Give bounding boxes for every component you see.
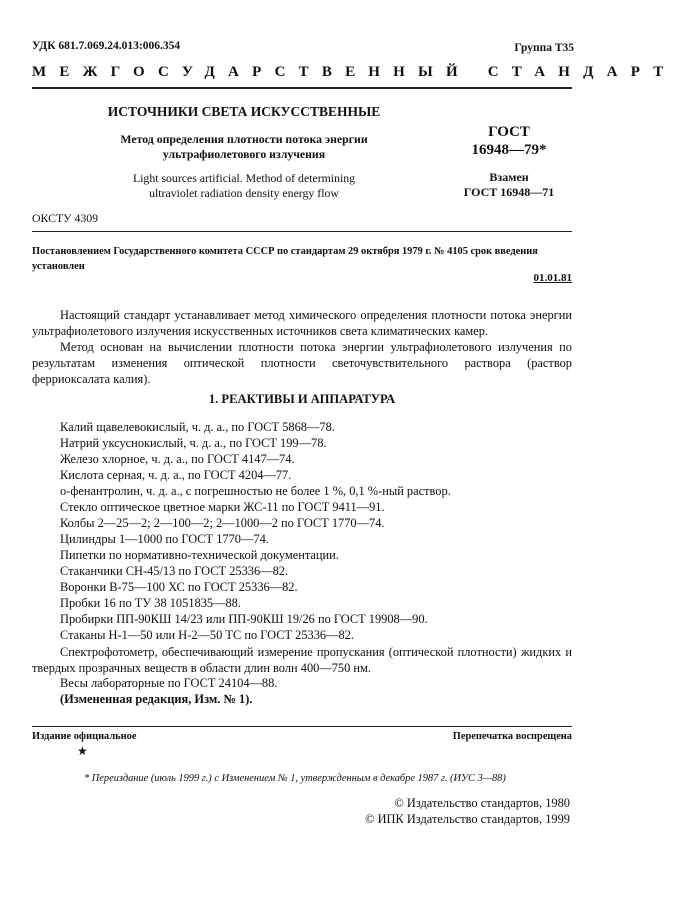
copyright-1999: © ИПК Издательство стандартов, 1999 <box>365 812 570 826</box>
list-item: Стаканчики СН-45/13 по ГОСТ 25336—82. <box>60 564 289 578</box>
scales-item: Весы лабораторные по ГОСТ 24104—88. <box>60 676 278 690</box>
list-item: о-фенантролин, ч. д. а., с погрешностью не более 1 %, 0,1 %-ный раствор. <box>60 484 451 498</box>
copyright-1980: © Издательство стандартов, 1980 <box>394 796 570 810</box>
list-item: Натрий уксуснокислый, ч. д. а., по ГОСТ 199—78. <box>60 436 327 450</box>
amendment-note: (Измененная редакция, Изм. № 1). <box>60 692 253 706</box>
decree-line-1: Постановлением Государственного комитета СССР по стандартам 29 октября 1979 г. № 4105 срок введения <box>32 246 538 257</box>
list-item: Пипетки по нормативно-технической документации. <box>60 548 339 562</box>
footer-rule <box>32 726 572 727</box>
list-item: Стаканы Н-1—50 или Н-2—50 ТС по ГОСТ 25336—82. <box>60 628 354 642</box>
gost-label: ГОСТ <box>488 124 530 140</box>
banner-rule <box>32 87 572 89</box>
gost-number: 16948—79* <box>471 142 547 158</box>
star-icon: ★ <box>77 744 88 758</box>
list-item: Цилиндры 1—1000 по ГОСТ 1770—74. <box>60 532 269 546</box>
okstu-rule <box>32 231 572 232</box>
list-item: Колбы 2—25—2; 2—100—2; 2—1000—2 по ГОСТ 1770—74. <box>60 516 385 530</box>
list-item: Калий щавелевокислый, ч. д. а., по ГОСТ 5868—78. <box>60 420 335 434</box>
english-title-line-2: ultraviolet radiation density energy flow <box>149 186 339 200</box>
list-item: Воронки В-75—100 ХС по ГОСТ 25336—82. <box>60 580 298 594</box>
intro-paragraph-2: Метод основан на вычислении плотности потока энергии ультрафиолетового излучения по результатам изменения оптической плотности светочувствительного раствора (раствор ферриоксалата калия). <box>32 340 572 386</box>
reissue-note: * Переиздание (июль 1999 г.) с Изменением № 1, утвержденным в декабре 1987 г. (ИУС 3—88) <box>84 773 506 784</box>
list-item: Кислота серная, ч. д. а., по ГОСТ 4204—77. <box>60 468 292 482</box>
english-title-line-1: Light sources artificial. Method of determining <box>132 171 356 185</box>
udk-code: УДК 681.7.069.24.013:006.354 <box>32 40 181 52</box>
list-item: Стекло оптическое цветное марки ЖС-11 по ГОСТ 9411—91. <box>60 500 385 514</box>
effective-date: 01.01.81 <box>533 272 572 284</box>
list-item: Железо хлорное, ч. д. а., по ГОСТ 4147—74. <box>60 452 295 466</box>
replace-label: Взамен <box>489 170 529 184</box>
section-heading: 1. РЕАКТИВЫ И АППАРАТУРА <box>208 392 396 406</box>
intro-paragraph-1: Настоящий стандарт устанавливает метод химического определения плотности потока энергии ультрафиолетового излучения искусственных источников света климатических камер. <box>32 308 572 338</box>
reprint-forbidden: Перепечатка воспрещена <box>452 731 572 742</box>
group-code: Группа Т35 <box>514 42 574 54</box>
decree-line-2: установлен <box>32 261 85 272</box>
document-title: ИСТОЧНИКИ СВЕТА ИСКУССТВЕННЫЕ <box>107 104 381 119</box>
spectrophotometer-item: Спектрофотометр, обеспечивающий измерение пропускания (оптической плотности) жидких и твердых прозрачных веществ в области длин волн 400—750 нм. <box>32 645 572 675</box>
list-item: Пробки 16 по ТУ 38 1051835—88. <box>60 596 241 610</box>
okstu-code: ОКСТУ 4309 <box>32 211 99 225</box>
list-item: Пробирки ПП-90КШ 14/23 или ПП-90КШ 19/26 по ГОСТ 19908—90. <box>60 612 428 626</box>
standard-banner: МЕЖГОСУДАРСТВЕННЫЙ СТАНДАРТ <box>32 64 676 80</box>
subtitle-line-2: ультрафиолетового излучения <box>162 147 326 161</box>
replace-number: ГОСТ 16948—71 <box>463 185 555 199</box>
subtitle-line-1: Метод определения плотности потока энергии <box>120 132 368 146</box>
official-edition: Издание официальное <box>32 731 137 742</box>
